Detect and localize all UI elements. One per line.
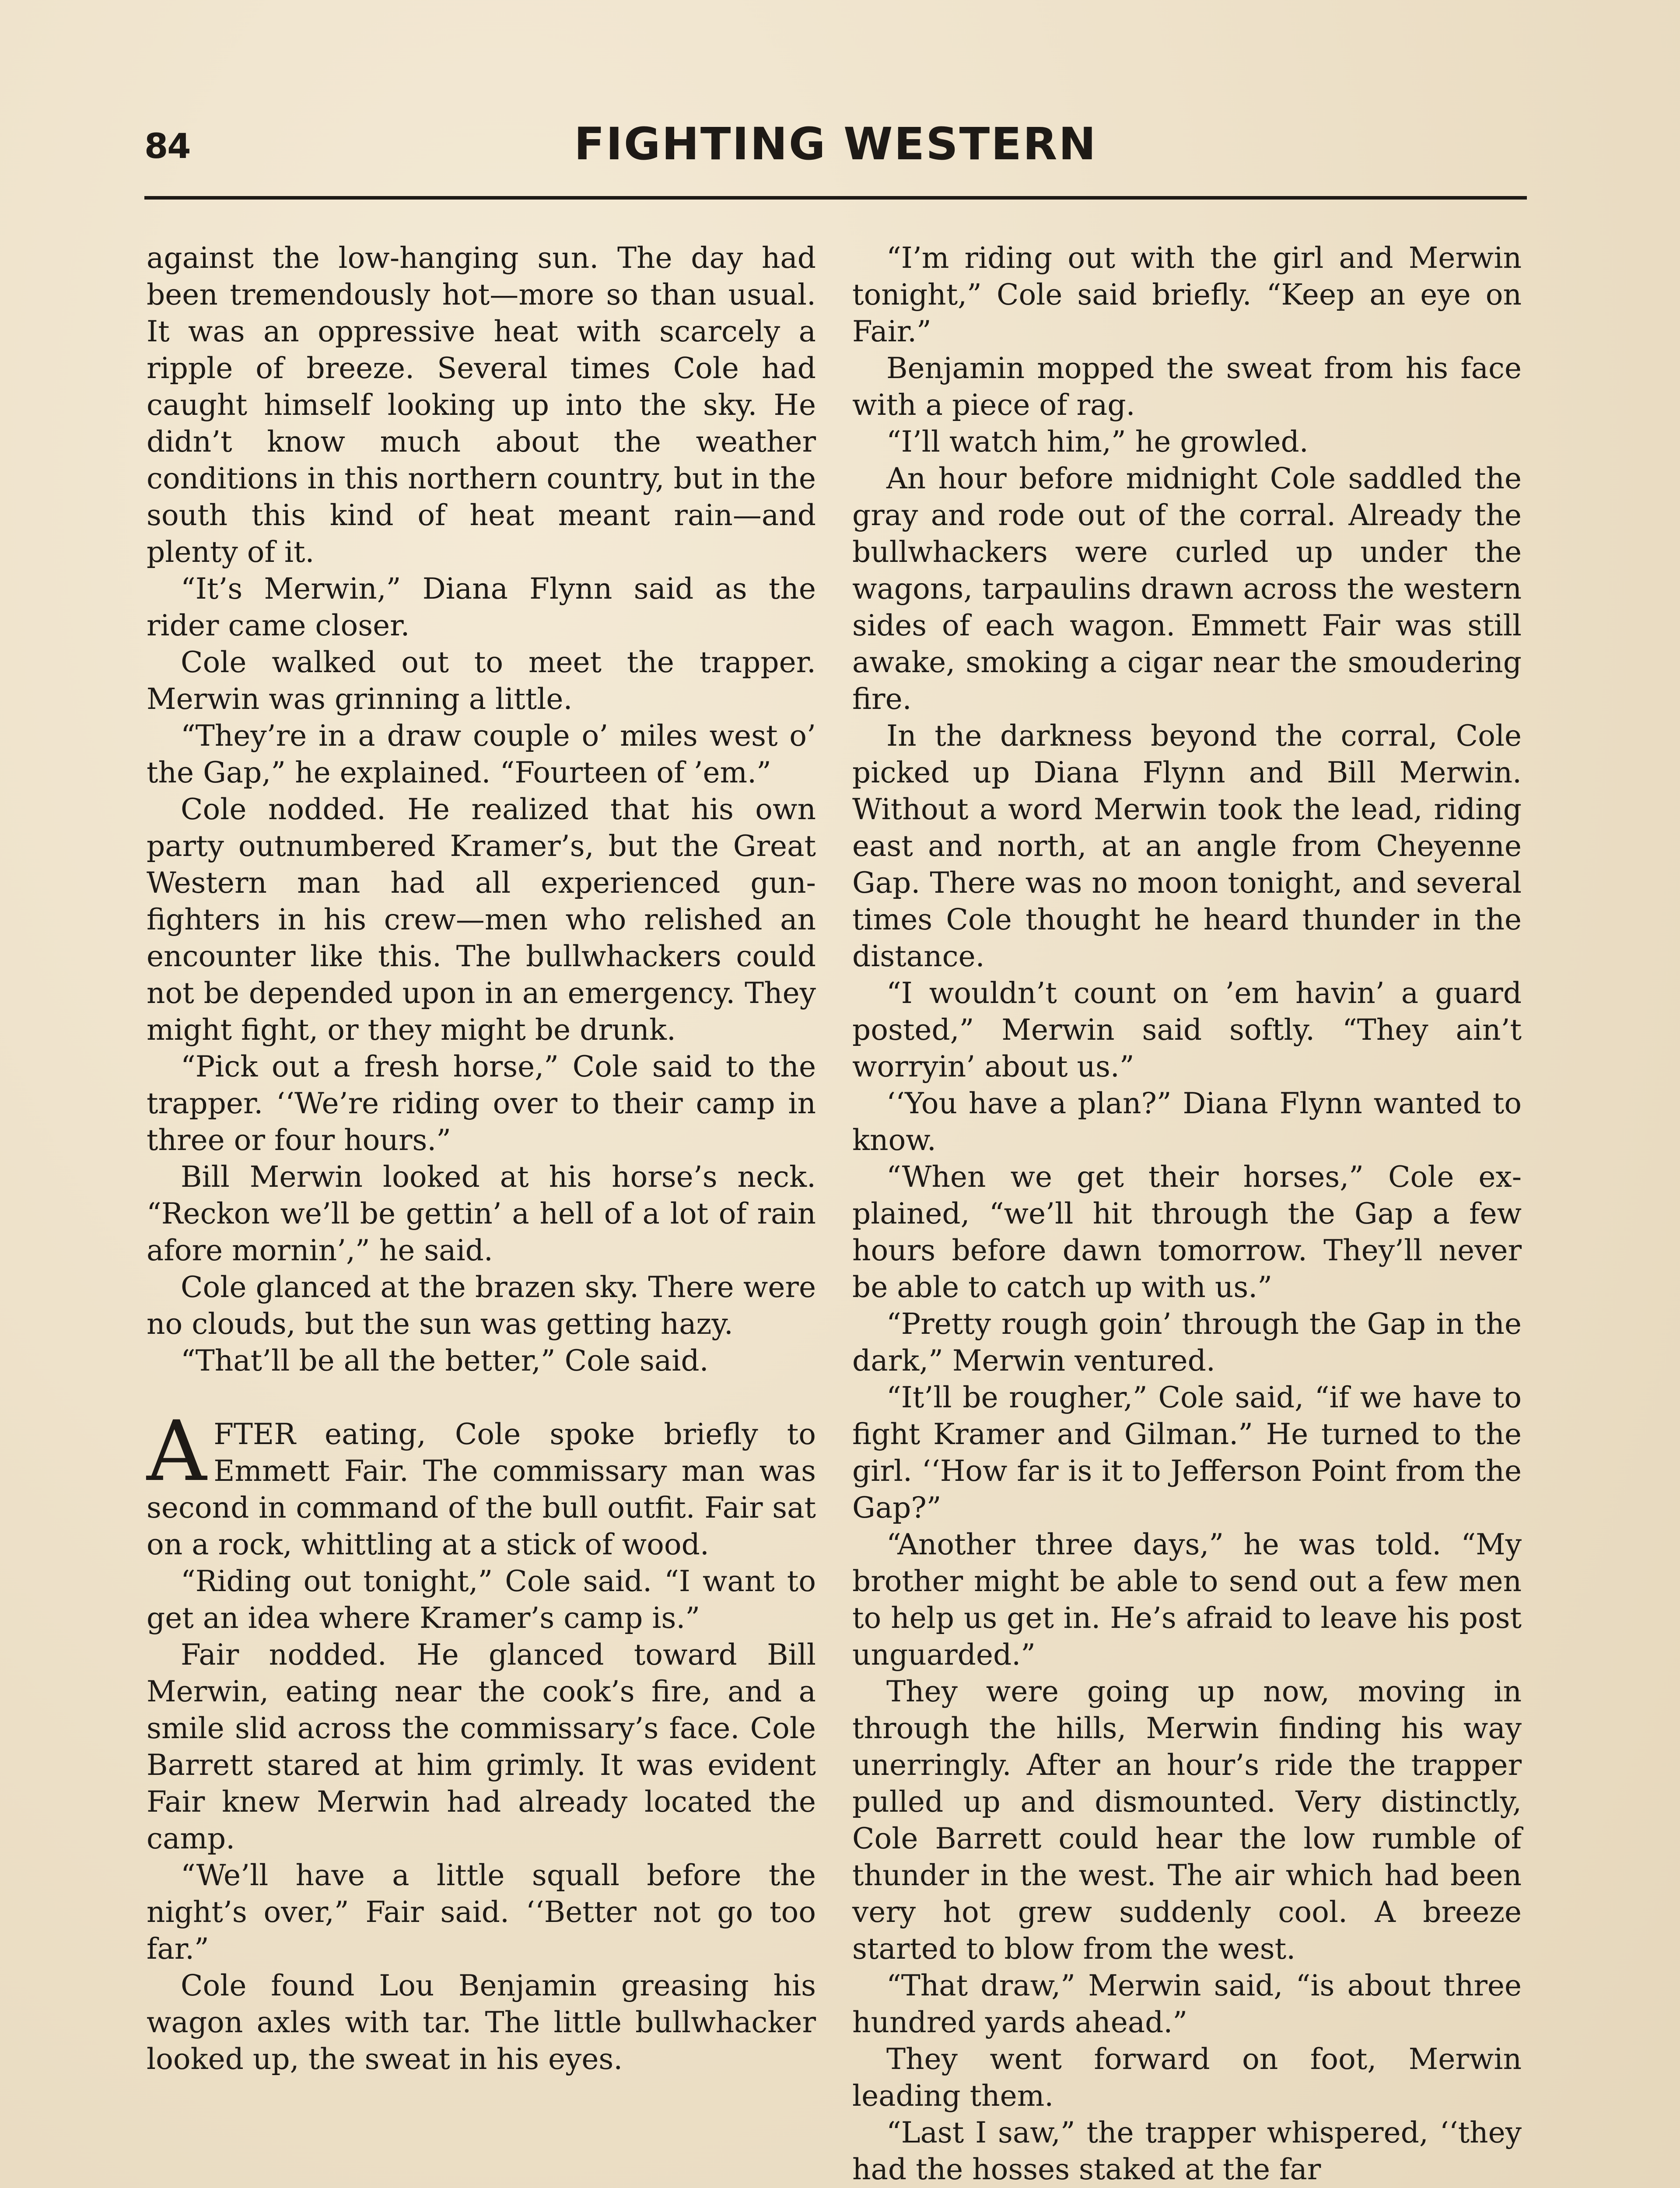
paragraph: Cole nodded. He realized that his own party outnumbered Kramer’s, but the Great Western man had all experienced gun-fighters in his crew—men who relished an encounter like this. The bullwhackers could not be depended upon in an emergency. They might fight, or they might be drunk. xyxy=(147,792,816,1047)
paragraph: Cole glanced at the brazen sky. There were no clouds, but the sun was getting hazy. xyxy=(147,1270,816,1341)
paragraph: An hour before midnight Cole saddled the gray and rode out of the corral. Already the bullwhackers were curled up under the wagons, tarpaulins drawn across the western sides of each wagon. Emmett Fair was still awake, smoking a cigar near the smoudering fire. xyxy=(852,462,1522,716)
page-number: 84 xyxy=(144,127,190,166)
paragraph: “It’ll be rougher,” Cole said, “if we have to fight Kramer and Gilman.” He turned to the girl. ‘‘How far is it to Jefferson Point from the Gap?” xyxy=(852,1381,1522,1525)
paragraph: “When we get their horses,” Cole explained, “we’ll hit through the Gap a few hours before dawn tomorrow. They’ll never be able to catch up with us.” xyxy=(852,1160,1522,1304)
paragraph: “Pretty rough goin’ through the Gap in the dark,” Merwin ventured. xyxy=(852,1307,1522,1378)
paragraph: “They’re in a draw couple o’ miles west o’ the Gap,” he explained. “Fourteen of ’em.” xyxy=(147,719,816,789)
paragraph: “That’ll be all the better,” Cole said. xyxy=(181,1344,709,1378)
paragraph: against the low-hanging sun. The day had been tremendously hot—more so than usual. It was an oppressive heat with scarcely a ripple of breeze. Several times Cole had caught himself looking up into the sky. He didn’t know much about the weather conditions in this northern country, but in the south this kind of heat meant rain—and plenty of it. xyxy=(147,241,816,569)
paragraph: “That draw,” Merwin said, “is about three hundred yards ahead.” xyxy=(852,1969,1522,2039)
paragraph: They went forward on foot, Merwin leading them. xyxy=(852,2042,1522,2113)
header-rule xyxy=(144,196,1527,200)
paragraph: “Last I saw,” the trapper whispered, ‘‘they had the hosses staked at the far xyxy=(852,2116,1522,2186)
section-opening-paragraph xyxy=(147,1403,816,1563)
drop-cap: A xyxy=(147,1403,207,1500)
paragraph: Bill Merwin looked at his horse’s neck. “Reckon we’ll be gettin’ a hell of a lot of rain afore mornin’,” he said. xyxy=(147,1160,816,1267)
paragraph: They were going up now, moving in through the hills, Merwin finding his way unerringly. After an hour’s ride the trapper pulled up and dismounted. Very distinctly, Cole Barrett could hear the low rumble of thunder in the west. The air which had been very hot grew suddenly cool. A breeze started to blow from the west. xyxy=(852,1675,1522,1966)
paragraph: In the darkness beyond the corral, Cole picked up Diana Flynn and Bill Merwin. Without a word Merwin took the lead, riding east and north, at an angle from Cheyenne Gap. There was no moon tonight, and several times Cole thought he heard thunder in the distance. xyxy=(852,719,1522,973)
paragraph: Cole found Lou Benjamin greasing his wagon axles with tar. The little bullwhacker looked up, the sweat in his eyes. xyxy=(147,1969,816,2076)
paragraph: “I wouldn’t count on ’em havin’ a guard posted,” Merwin said softly. “They ain’t worryin’ about us.” xyxy=(852,976,1522,1083)
paragraph: Fair nodded. He glanced toward Bill Merwin, eating near the cook’s fire, and a smile slid across the commissary’s face. Cole Barrett stared at him grimly. It was evident Fair knew Merwin had already located the camp. xyxy=(147,1638,816,1855)
paragraph: “Riding out tonight,” Cole said. “I want to get an idea where Kramer’s camp is.” xyxy=(147,1564,816,1635)
paragraph: “Another three days,” he was told. “My brother might be able to send out a few men to help us get in. He’s afraid to leave his post unguarded.” xyxy=(852,1528,1522,1672)
paragraph: Cole walked out to meet the trapper. Merwin was grinning a little. xyxy=(147,645,816,716)
paragraph: “We’ll have a little squall before the night’s over,” Fair said. ‘‘Better not go too far.” xyxy=(147,1858,816,1966)
page-header xyxy=(144,118,1527,184)
left-column xyxy=(147,240,816,2078)
paragraph: “I’ll watch him,” he growled. xyxy=(886,425,1309,459)
paragraph-text: FTER eating, Cole spoke briefly to Emmett Fair. The commissary man was second in command of the bull outfit. Fair sat on a rock, whittling at a stick of wood. xyxy=(147,1417,816,1561)
paragraph: “I’m riding out with the girl and Merwin tonight,” Cole said briefly. “Keep an eye on Fair.” xyxy=(852,241,1522,348)
right-column xyxy=(852,240,1522,2188)
paragraph: “Pick out a fresh horse,” Cole said to the trapper. ‘‘We’re riding over to their camp in three or four hours.” xyxy=(147,1050,816,1157)
paragraph: Benjamin mopped the sweat from his face with a piece of rag. xyxy=(852,351,1522,422)
running-title: FIGHTING WESTERN xyxy=(574,118,1097,170)
paragraph: ‘‘You have a plan?” Diana Flynn wanted to know. xyxy=(852,1087,1522,1157)
paragraph: “It’s Merwin,” Diana Flynn said as the rider came closer. xyxy=(147,572,816,642)
